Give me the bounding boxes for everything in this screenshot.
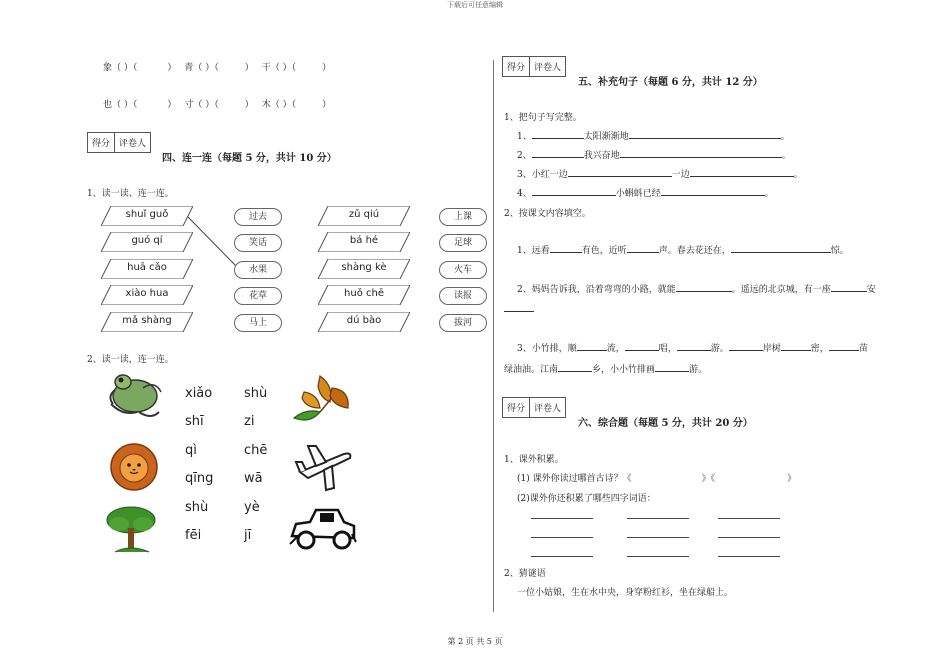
s5-prompt-1: 1、把句子写完整。 — [504, 113, 582, 123]
blank[interactable] — [627, 243, 659, 253]
pinyin-text: zǔ qiú — [348, 209, 380, 220]
text: 乡，小小竹排画 — [592, 365, 656, 375]
text: 有色，近听 — [581, 246, 627, 256]
text: 惊。 — [830, 246, 849, 256]
answer-line[interactable] — [627, 518, 689, 519]
section-4-title: 四、连一连（每题 5 分，共计 10 分） — [162, 153, 337, 164]
phrase-cell: 干（ ）（ — [261, 63, 297, 73]
text: 岸树 — [762, 344, 781, 354]
header-note: 下载后可任意编辑 — [447, 1, 503, 9]
pinyin-text: guó qí — [131, 235, 163, 246]
text: 。 — [780, 132, 790, 142]
blank[interactable] — [731, 243, 831, 253]
word-pill[interactable]: 上课 — [439, 208, 487, 226]
column-divider — [493, 60, 494, 612]
word-pill[interactable]: 读报 — [439, 287, 487, 305]
fill-line-2 — [517, 282, 876, 295]
text: 3、小红一边 — [517, 170, 568, 180]
blank[interactable] — [532, 148, 584, 158]
word-pill[interactable]: 足球 — [439, 234, 487, 252]
fill-line-4 — [504, 362, 707, 375]
blank[interactable] — [829, 341, 859, 351]
phrase-cell: 青（ ）（ — [184, 63, 219, 73]
text: 。遥远的北京城，有一座 — [731, 285, 831, 295]
blank[interactable] — [655, 362, 689, 372]
pinyin-text: huā cǎo — [127, 262, 167, 273]
idiom-question: (2)课外你还积累了哪些四字词语： — [517, 494, 656, 504]
s5-prompt-2: 2、按课文内容填空。 — [504, 209, 591, 219]
blank[interactable] — [550, 243, 582, 253]
blank[interactable] — [781, 341, 811, 351]
text: 我兴奋地 — [583, 151, 620, 161]
text: (1) 课外你读过哪首古诗？《 — [517, 474, 632, 484]
question-1-prompt: 1、读一读、连一连。 — [87, 189, 174, 199]
answer-line[interactable] — [718, 537, 780, 538]
phrase-cell: 象（ ）（ — [103, 63, 138, 73]
blank[interactable] — [558, 362, 592, 372]
score-label: 得分 — [507, 404, 526, 414]
question-2-prompt: 2、读一读，连一连。 — [87, 355, 174, 365]
pinyin-cell: shù — [185, 500, 209, 515]
pinyin-card[interactable] — [101, 206, 193, 226]
pinyin-card[interactable] — [101, 232, 193, 252]
fill-line-3 — [517, 341, 868, 354]
section-5-title: 五、补充句子（每题 6 分，共计 12 分） — [578, 77, 763, 88]
grader-label: 评卷人 — [529, 398, 565, 417]
blank[interactable] — [690, 167, 794, 177]
pinyin-card[interactable] — [318, 259, 410, 279]
phrase-cell: ） — [244, 100, 254, 110]
text: 苗 — [858, 344, 868, 354]
word-pill[interactable]: 马上 — [234, 314, 282, 332]
section-6-title: 六、综合题（每题 5 分，共计 20 分） — [578, 418, 753, 429]
pinyin-card[interactable] — [318, 232, 410, 252]
phrase-cell: ） — [167, 100, 177, 110]
text: 。 — [793, 170, 803, 180]
pinyin-text: mǎ shàng — [122, 315, 172, 326]
score-box-sec6 — [502, 397, 566, 418]
text: 》 — [787, 474, 797, 484]
page-footer: 第 2 页 共 5 页 — [447, 637, 503, 646]
answer-line[interactable] — [718, 556, 780, 557]
answer-line[interactable] — [531, 518, 593, 519]
leaf-image — [290, 372, 356, 428]
s6-prompt-2: 2、猜谜语 — [504, 569, 546, 579]
text: 1、 — [517, 132, 532, 142]
airplane-image — [294, 440, 354, 492]
text: 游。 — [710, 344, 729, 354]
word-pill[interactable]: 拔河 — [439, 314, 487, 332]
answer-line[interactable] — [531, 556, 593, 557]
blank[interactable] — [620, 148, 782, 158]
pinyin-text: xiào hua — [125, 288, 169, 299]
score-label: 得分 — [507, 63, 526, 73]
pinyin-text: huǒ chē — [344, 288, 384, 299]
word-pill[interactable]: 笑话 — [234, 234, 282, 252]
text: 唱， — [658, 344, 677, 354]
fill-line-1 — [517, 243, 849, 256]
pinyin-cell: xiǎo — [185, 386, 213, 401]
pinyin-cell: jī — [244, 528, 252, 543]
pinyin-cell: qīng — [185, 471, 214, 486]
pinyin-cell: shù — [244, 386, 268, 401]
phrase-cell: 也（ ）（ — [103, 100, 138, 110]
pinyin-text: shuǐ guǒ — [125, 209, 169, 220]
lion-image — [108, 441, 160, 497]
pinyin-cell: shī — [185, 414, 204, 429]
text: 》《 — [701, 474, 716, 484]
pinyin-text: bá hé — [349, 235, 379, 246]
pinyin-text: dú bào — [346, 315, 382, 326]
blank[interactable] — [625, 341, 659, 351]
pinyin-cell: qì — [185, 443, 197, 458]
answer-line[interactable] — [718, 518, 780, 519]
grader-label: 评卷人 — [529, 57, 565, 76]
text: 小蝌蚪已经 — [615, 189, 661, 199]
car-image — [288, 506, 358, 552]
pinyin-cell: fēi — [185, 528, 202, 543]
word-pill[interactable]: 火车 — [439, 261, 487, 279]
text: 2、妈妈告诉我，沿着弯弯的小路，就能 — [517, 285, 676, 295]
word-pill[interactable]: 花草 — [234, 287, 282, 305]
text: 3、小竹排，顺 — [517, 344, 577, 354]
tree-image — [103, 504, 159, 554]
sentence-4 — [517, 186, 774, 199]
phrase-cell: ） — [322, 100, 332, 110]
phrase-cell: 木（ ）（ — [261, 100, 297, 110]
word-pill[interactable]: 过去 — [234, 208, 282, 226]
phrase-cell: ） — [244, 63, 254, 73]
pinyin-card[interactable] — [318, 285, 410, 305]
sentence-3 — [517, 167, 803, 180]
blank[interactable] — [504, 302, 534, 312]
phrase-cell: ） — [167, 63, 177, 73]
pinyin-cell: zi — [244, 414, 255, 429]
text: 太阳渐渐地 — [583, 132, 629, 142]
text: 流， — [606, 344, 625, 354]
blank[interactable] — [532, 186, 616, 196]
pinyin-card[interactable] — [101, 285, 193, 305]
text: 绿油油。江南 — [504, 365, 559, 375]
sentence-2 — [517, 148, 791, 161]
blank[interactable] — [568, 167, 672, 177]
text: 一边 — [671, 170, 690, 180]
text: 密， — [810, 344, 829, 354]
text: 4、 — [517, 189, 532, 199]
pinyin-cell: wā — [244, 471, 263, 486]
text: 声。春去花还在， — [658, 246, 731, 256]
answer-line[interactable] — [627, 556, 689, 557]
word-pill[interactable]: 水果 — [234, 261, 282, 279]
answer-line[interactable] — [531, 537, 593, 538]
phrase-cell: 寸（ ）（ — [184, 100, 219, 110]
blank[interactable] — [629, 129, 781, 139]
text: 1、远看 — [517, 246, 550, 256]
blank[interactable] — [677, 341, 711, 351]
pinyin-card[interactable] — [318, 206, 410, 226]
frog-image — [103, 370, 165, 422]
blank[interactable] — [577, 341, 607, 351]
score-box-sec5 — [502, 56, 566, 77]
text: 。 — [781, 151, 791, 161]
blank[interactable] — [729, 341, 763, 351]
phrase-cell: ） — [322, 63, 332, 73]
text: 游。 — [689, 365, 708, 375]
pinyin-cell: chē — [244, 443, 268, 458]
pinyin-text: shàng kè — [341, 262, 387, 273]
text: 。 — [764, 189, 774, 199]
blank[interactable] — [831, 282, 867, 292]
text: 安 — [866, 285, 876, 295]
s6-prompt-1: 1、课外积累。 — [504, 455, 564, 465]
blank[interactable] — [532, 129, 584, 139]
pinyin-card[interactable] — [318, 312, 410, 332]
text: 2、 — [517, 151, 532, 161]
grader-label: 评卷人 — [114, 133, 150, 152]
riddle-text: 一位小姑娘，生在水中央，身穿粉红衫，坐在绿船上。 — [517, 588, 734, 598]
answer-line[interactable] — [627, 537, 689, 538]
sentence-1 — [517, 129, 790, 142]
pinyin-card[interactable] — [101, 259, 193, 279]
pinyin-cell: yè — [244, 500, 260, 515]
poem-question — [517, 471, 796, 484]
blank[interactable] — [661, 186, 765, 196]
pinyin-card[interactable] — [101, 312, 193, 332]
score-label: 得分 — [92, 139, 111, 149]
blank[interactable] — [676, 282, 732, 292]
